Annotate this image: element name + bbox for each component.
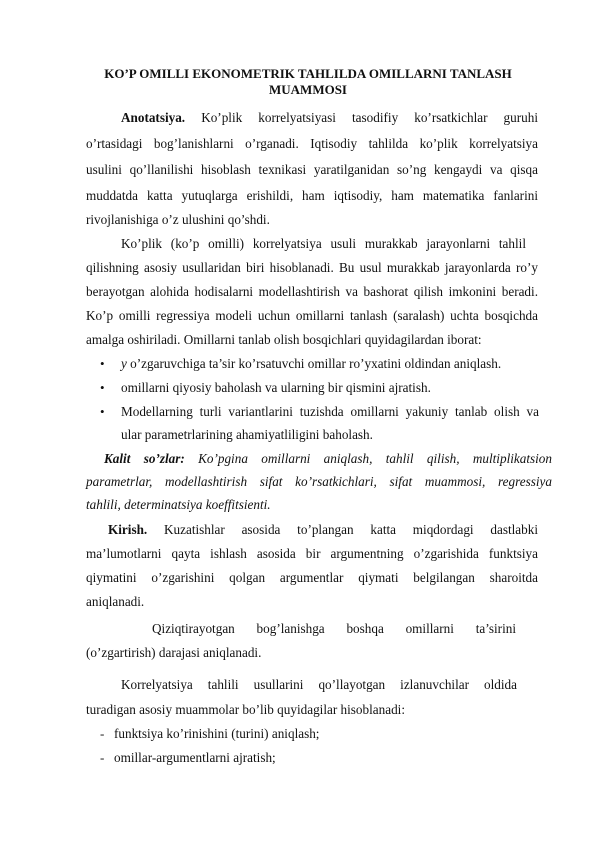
paragraph-line: (o’zgartirish) darajasi aniqlanadi. bbox=[86, 645, 262, 660]
document-title-line-2: MUAMMOSI bbox=[269, 82, 347, 97]
bullet-item bbox=[121, 356, 541, 372]
intro-label: Kirish. bbox=[108, 522, 148, 537]
bullet-icon: • bbox=[100, 404, 105, 419]
abstract-line: usulini qo’llanilishi hisoblash texnikasi yaratilganidan so’ng kengaydi va qisqa bbox=[86, 162, 538, 177]
variable-y: y bbox=[121, 356, 127, 371]
bullet-item: omillarni qiyosiy baholash va ularning bir qismini ajratish. bbox=[121, 380, 431, 395]
paragraph-line: berayotgan alohida hodisalarni modellashtirish va bashorat qilish imkonini beradi. bbox=[86, 284, 538, 299]
bullet-icon: • bbox=[100, 380, 105, 395]
intro-line: qiymatini o’zgarishini qolgan argumentlar qiymati belgilangan sharoitda bbox=[86, 570, 538, 585]
dash-icon: - bbox=[100, 726, 105, 741]
abstract-line: o’rtasidagi bog’lanishlarni o’rganadi. Iqtisodiy tahlilda ko’plik korrelyatsiya bbox=[86, 136, 538, 151]
bullet-item-continued: ular parametrlarining ahamiyatliligini baholash. bbox=[121, 427, 373, 442]
bullet-text: o’zgaruvchiga ta’sir ko’rsatuvchi omillar ro’yxatini oldindan aniqlash. bbox=[126, 356, 502, 371]
keywords-line: parametrlar, modellashtirish sifat ko’rsatkichlari, sifat muammosi, regressiya bbox=[86, 474, 552, 489]
paragraph-line: amalga oshiriladi. Omillarni tanlab olish bosqichlari quyidagilardan iborat: bbox=[86, 332, 482, 347]
dash-item: omillar-argumentlarni ajratish; bbox=[114, 750, 276, 765]
abstract-text: Ko’plik korrelyatsiyasi tasodifiy ko’rsatkichlar guruhi bbox=[185, 110, 538, 125]
intro-text: Kuzatishlar asosida to’plangan katta miqdordagi dastlabki bbox=[147, 522, 538, 537]
keywords-first-line bbox=[104, 451, 552, 467]
abstract-line: rivojlanishiga o’z ulushini qo’shdi. bbox=[86, 212, 270, 227]
paragraph-line: Korrelyatsiya tahlili usullarini qo’llayotgan izlanuvchilar oldida bbox=[121, 677, 517, 692]
paragraph-line: Ko’plik (ko’p omilli) korrelyatsiya usuli murakkab jarayonlarni tahlil bbox=[121, 236, 526, 251]
paragraph-line: qilishning asosiy usullaridan biri hisoblanadi. Bu usul murakkab jarayonlarda ro’y bbox=[86, 260, 538, 275]
bullet-item: Modellarning turli variantlarini tuzishda omillarni yakuniy tanlab olish va bbox=[121, 404, 539, 419]
keywords-text: Ko’pgina omillarni aniqlash, tahlil qilish, multiplikatsion bbox=[184, 451, 552, 466]
bullet-icon: • bbox=[100, 356, 105, 371]
keywords-label: Kalit so’zlar: bbox=[104, 451, 185, 466]
abstract-label: Anotatsiya. bbox=[121, 110, 186, 125]
keywords-line: tahlili, determinatsiya koeffitsienti. bbox=[86, 497, 271, 512]
document-title-line-1: KO’P OMILLI EKONOMETRIK TAHLILDA OMILLARNI TANLASH bbox=[104, 66, 512, 81]
abstract-line: muddatda katta yutuqlarga erishildi, ham iqtisodiy, ham matematika fanlarini bbox=[86, 188, 538, 203]
abstract-first-line bbox=[121, 110, 538, 126]
intro-first-line bbox=[108, 522, 538, 538]
dash-icon: - bbox=[100, 750, 105, 765]
intro-line: aniqlanadi. bbox=[86, 594, 145, 609]
dash-item: funktsiya ko’rinishini (turini) aniqlash; bbox=[114, 726, 320, 741]
intro-line: ma’lumotlarni qayta ishlash asosida bir argumentning o’zgarishida funktsiya bbox=[86, 546, 538, 561]
paragraph-line: Ko’p omilli regressiya modeli uchun omillarni tanlash (saralash) uchta bosqichda bbox=[86, 308, 538, 323]
paragraph-line: turadigan asosiy muammolar bo’lib quyidagilar hisoblanadi: bbox=[86, 702, 405, 717]
paragraph-line: Qiziqtirayotgan bog’lanishga boshqa omillarni ta’sirini bbox=[152, 621, 516, 636]
